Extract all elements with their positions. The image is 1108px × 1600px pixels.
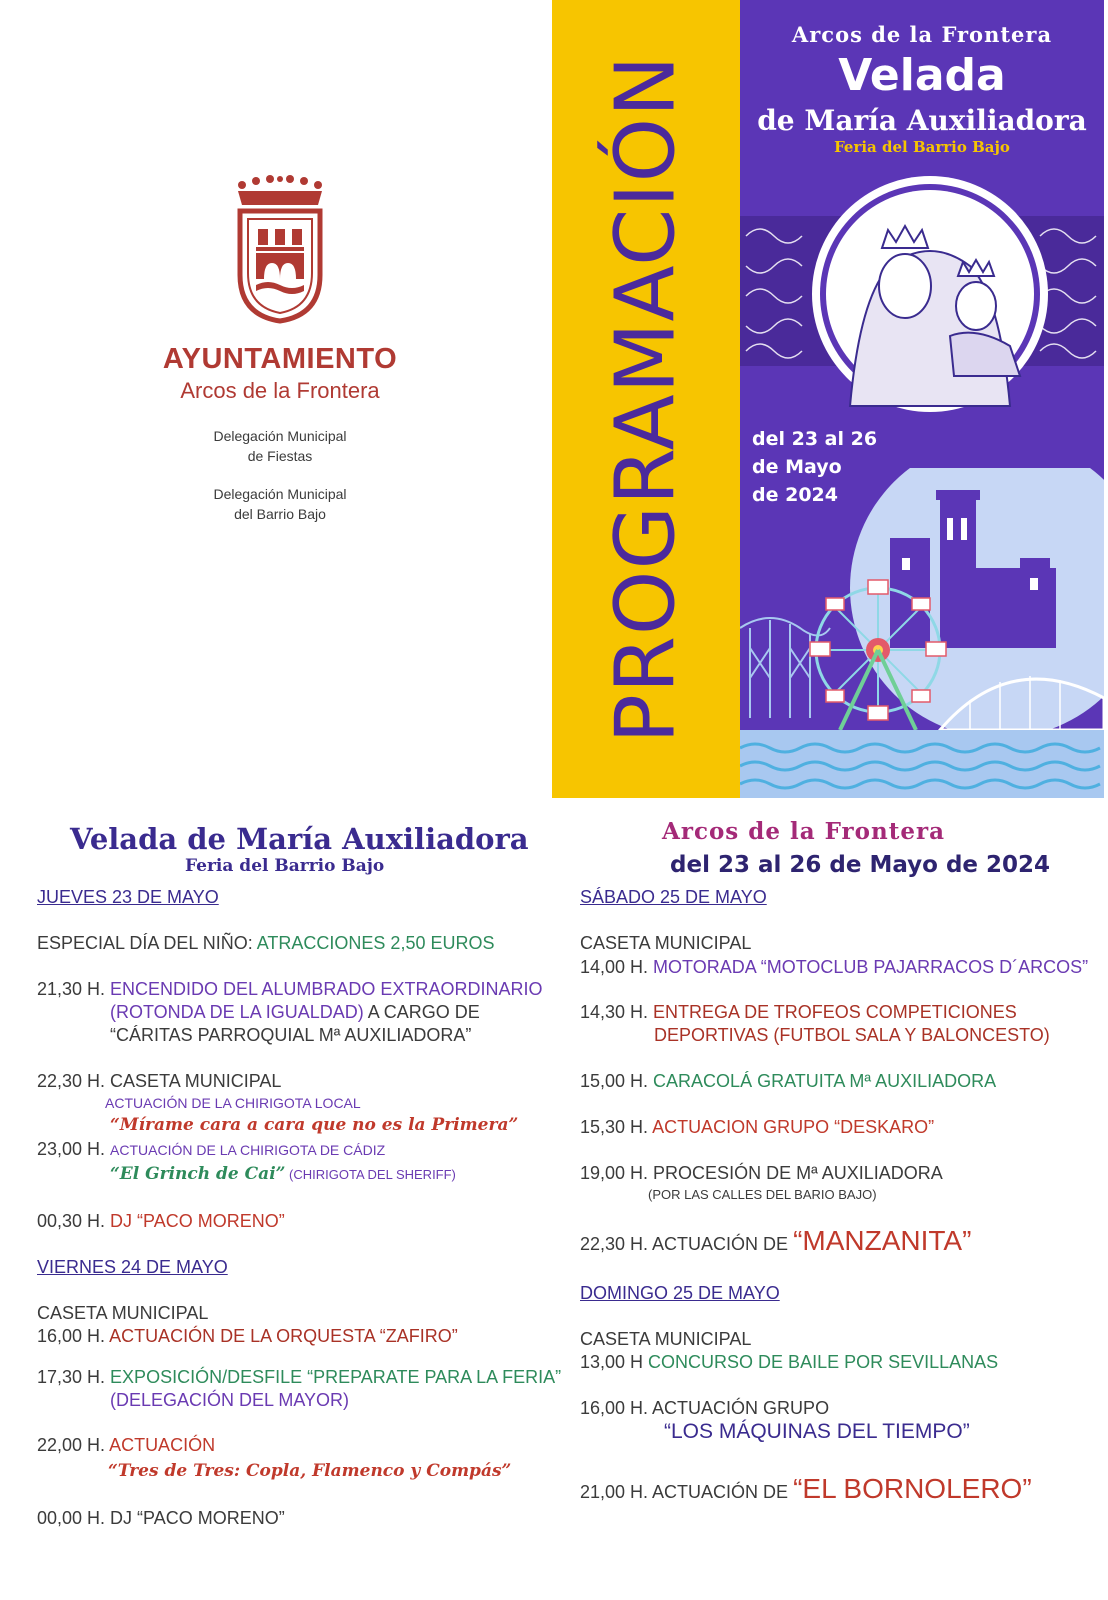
event-title: MOTORADA “MOTOCLUB PAJARRACOS D´ARCOS”	[653, 957, 1089, 977]
event-time: 14,30 H.	[580, 1002, 654, 1022]
event-jueves-5	[37, 1210, 285, 1232]
event-sabado-5-note: (POR LAS CALLES DEL BARIO BAJO)	[648, 1187, 877, 1202]
municipal-logo-block	[120, 175, 440, 524]
event-viernes-2	[37, 1366, 561, 1388]
event-highlight: “El Grinch de Cai”	[110, 1164, 286, 1184]
event-sabado-5	[580, 1162, 943, 1184]
delegation-fiestas-line2: de Fiestas	[247, 448, 313, 464]
event-sabado-1	[580, 956, 1088, 978]
day-heading-domingo: DOMINGO 25 DE MAYO	[580, 1283, 780, 1303]
event-jueves-3-act: “Mírame cara a cara que no es la Primera”	[110, 1115, 519, 1135]
event-title: CASETA MUNICIPAL	[110, 1071, 282, 1091]
event-sabado-3	[580, 1070, 996, 1092]
event-time: 15,30 H.	[580, 1117, 653, 1137]
poster-feria: Feria del Barrio Bajo	[834, 138, 1010, 156]
event-title: ACTUACION GRUPO “DESKARO”	[652, 1117, 935, 1137]
poster-date-line1: del 23 al 26	[752, 428, 878, 450]
coat-of-arms-icon	[234, 175, 326, 325]
event-time: 21,30 H.	[37, 979, 111, 999]
event-text: A CARGO DE	[363, 1002, 480, 1022]
day-heading-jueves: JUEVES 23 DE MAYO	[37, 887, 219, 907]
program-subtitle-left: Feria del Barrio Bajo	[185, 856, 385, 876]
poster-maria: de María Auxiliadora	[757, 104, 1087, 137]
event-title: ENCENDIDO DEL ALUMBRADO EXTRAORDINARIO	[110, 979, 543, 999]
event-location: (ROTONDA DE LA IGUALDAD)	[110, 1002, 364, 1022]
event-sabado-2	[580, 1001, 1017, 1023]
event-title: ACTUACIÓN	[109, 1435, 216, 1455]
event-jueves-2	[37, 978, 542, 1000]
event-title: DJ “PACO MORENO”	[110, 1211, 285, 1231]
event-sabado-2-line2: DEPORTIVAS (FUTBOL SALA Y BALONCESTO)	[654, 1025, 1050, 1045]
event-jueves-3-sub: ACTUACIÓN DE LA CHIRIGOTA LOCAL	[105, 1095, 361, 1111]
event-title: CARACOLÁ GRATUITA Mª AUXILIADORA	[653, 1071, 997, 1091]
event-highlight: ATRACCIONES 2,50 EUROS	[256, 933, 495, 953]
delegation-barrio-line1: Delegación Municipal	[213, 486, 347, 502]
event-sabado-6	[580, 1225, 972, 1256]
event-text: ESPECIAL DÍA DEL NIÑO:	[37, 933, 257, 953]
event-time: 00,30 H.	[37, 1211, 111, 1231]
event-highlight: “MANZANITA”	[793, 1225, 972, 1256]
event-domingo-2-act: “LOS MÁQUINAS DEL TIEMPO”	[664, 1420, 970, 1443]
delegation-barrio-bajo	[120, 484, 440, 524]
event-title: PROCESIÓN DE Mª AUXILIADORA	[653, 1163, 943, 1183]
event-title: ENTREGA DE TROFEOS COMPETICIONES	[653, 1002, 1017, 1022]
event-highlight: “EL BORNOLERO”	[793, 1473, 1032, 1504]
event-viernes-3-act: “Tres de Tres: Copla, Flamenco y Compás”	[108, 1461, 512, 1481]
delegation-fiestas-line1: Delegación Municipal	[213, 428, 347, 444]
event-text: 21,00 H. ACTUACIÓN DE	[580, 1482, 794, 1502]
event-viernes-3	[37, 1434, 215, 1456]
program-dates-right: del 23 al 26 de Mayo de 2024	[670, 852, 1051, 878]
festival-poster	[552, 0, 1104, 798]
day-heading-sabado: SÁBADO 25 DE MAYO	[580, 887, 767, 907]
event-viernes-1	[37, 1325, 458, 1347]
event-viernes-2-line2: (DELEGACIÓN DEL MAYOR)	[110, 1390, 350, 1410]
poster-date-line3: de 2024	[752, 484, 838, 506]
event-jueves-3	[37, 1070, 281, 1092]
event-domingo-3	[580, 1473, 1032, 1504]
event-title: ACTUACIÓN DE LA CHIRIGOTA DE CÁDIZ	[110, 1142, 386, 1158]
event-viernes-caseta: CASETA MUNICIPAL	[37, 1303, 209, 1323]
event-domingo-caseta: CASETA MUNICIPAL	[580, 1329, 752, 1349]
day-heading-viernes: VIERNES 24 DE MAYO	[37, 1257, 228, 1277]
event-time: 23,00 H.	[37, 1139, 111, 1159]
poster-vertical-title: PROGRAMACIÓN	[598, 54, 694, 744]
event-time: 22,00 H.	[37, 1435, 110, 1455]
event-time: 17,30 H.	[37, 1367, 111, 1387]
poster-purple-panel	[740, 0, 1104, 798]
poster-date-line2: de Mayo	[752, 456, 842, 478]
event-time: 19,00 H.	[580, 1163, 654, 1183]
org-title: AYUNTAMIENTO	[162, 343, 398, 375]
event-jueves-1	[37, 932, 494, 954]
event-time: 22,30 H.	[37, 1071, 111, 1091]
delegation-barrio-line2: del Barrio Bajo	[234, 506, 326, 522]
event-viernes-4: 00,00 H. DJ “PACO MORENO”	[37, 1508, 285, 1528]
event-text: 22,30 H. ACTUACIÓN DE	[580, 1234, 794, 1254]
event-jueves-2-line2	[110, 1001, 480, 1023]
poster-town: Arcos de la Frontera	[791, 22, 1053, 47]
program-title-right: Arcos de la Frontera	[662, 818, 946, 845]
poster-velada: Velada	[838, 50, 1006, 101]
event-title: EXPOSICIÓN/DESFILE “PREPARATE PARA LA FERIA”	[110, 1367, 562, 1387]
event-domingo-2: 16,00 H. ACTUACIÓN GRUPO	[580, 1398, 830, 1418]
event-time: 15,00 H.	[580, 1071, 654, 1091]
delegation-fiestas	[120, 426, 440, 466]
event-time: 14,00 H.	[580, 957, 654, 977]
program-title-left: Velada de María Auxiliadora	[70, 822, 529, 856]
event-jueves-4	[37, 1138, 385, 1161]
event-sabado-4	[580, 1116, 934, 1138]
event-sabado-caseta: CASETA MUNICIPAL	[580, 933, 752, 953]
event-time: 13,00 H	[580, 1352, 649, 1372]
event-jueves-2-line3: “CÁRITAS PARROQUIAL Mª AUXILIADORA”	[110, 1025, 472, 1045]
org-subtitle: Arcos de la Frontera	[180, 378, 380, 403]
event-title: ACTUACIÓN DE LA ORQUESTA “ZAFIRO”	[109, 1326, 458, 1346]
event-note: (CHIRIGOTA DEL SHERIFF)	[285, 1167, 456, 1182]
event-time: 16,00 H.	[37, 1326, 110, 1346]
event-jueves-4-act	[110, 1162, 456, 1186]
event-domingo-1	[580, 1351, 998, 1373]
event-title: CONCURSO DE BAILE POR SEVILLANAS	[648, 1352, 999, 1372]
fair-skyline-illustration	[740, 468, 1104, 798]
